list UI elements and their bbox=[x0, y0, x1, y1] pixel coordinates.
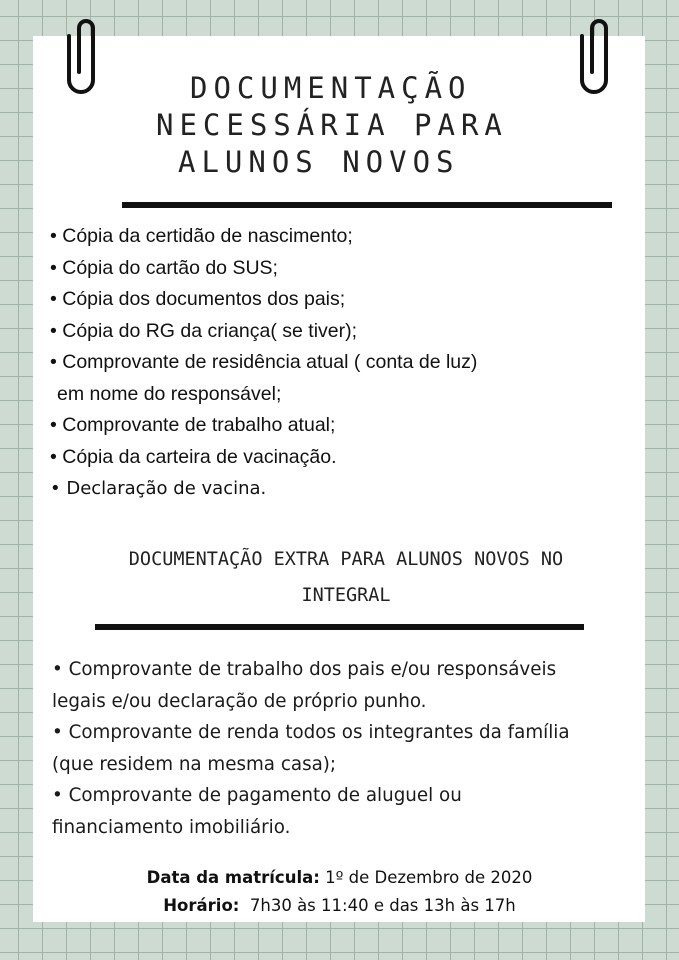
list-item: • Comprovante de trabalho dos pais e/ou responsáveis bbox=[52, 659, 557, 680]
list-item: • Comprovante de renda todos os integrantes da família bbox=[52, 722, 570, 743]
list-item: • Cópia da certidão de nascimento; bbox=[50, 225, 353, 247]
list-item: • Comprovante de pagamento de aluguel ou bbox=[52, 785, 462, 806]
enrollment-time bbox=[0, 892, 679, 920]
enrollment-time-value: 7h30 às 11:40 e das 13h às 17h bbox=[239, 896, 516, 915]
list-item: • Comprovante de trabalho atual; bbox=[50, 414, 336, 436]
list-item: • Cópia dos documentos dos pais; bbox=[50, 288, 346, 310]
title-line-1: DOCUMENTAÇÃO bbox=[190, 71, 472, 105]
list-item: em nome do responsável; bbox=[57, 382, 282, 405]
paperclip-left-icon bbox=[65, 14, 105, 96]
required-documents-list bbox=[50, 221, 477, 505]
list-item: (que residem na mesma casa); bbox=[52, 753, 337, 775]
enrollment-date-value: 1º de Dezembro de 2020 bbox=[319, 868, 533, 887]
list-item: • Cópia do RG da criança( se tiver); bbox=[50, 319, 358, 342]
enrollment-date-label: Data da matrícula: bbox=[146, 868, 320, 887]
list-item: financiamento imobiliário. bbox=[52, 816, 291, 838]
title-line-3: ALUNOS NOVOS bbox=[178, 145, 460, 179]
extra-documents-list bbox=[52, 654, 570, 843]
extra-title-line-1: DOCUMENTAÇÃO EXTRA PARA ALUNOS NOVOS NO bbox=[128, 549, 564, 570]
title-line-2: NECESSÁRIA PARA bbox=[156, 108, 508, 142]
title-divider bbox=[122, 202, 612, 208]
list-item: legais e/ou declaração de próprio punho. bbox=[52, 690, 427, 712]
extra-title-line-2: INTEGRAL bbox=[301, 585, 391, 606]
extra-section-title bbox=[40, 542, 652, 614]
enrollment-date bbox=[0, 864, 679, 892]
extra-section-divider bbox=[95, 624, 584, 630]
enrollment-info bbox=[0, 864, 679, 920]
list-item: • Declaração de vacina. bbox=[50, 478, 267, 499]
page-title bbox=[150, 70, 530, 181]
list-item: • Cópia do cartão do SUS; bbox=[50, 256, 278, 279]
enrollment-time-label: Horário: bbox=[163, 896, 240, 915]
list-item: • Comprovante de residência atual ( conta de luz) bbox=[50, 351, 478, 373]
list-item: • Cópia da carteira de vacinação. bbox=[50, 445, 337, 468]
paperclip-right-icon bbox=[578, 14, 618, 96]
